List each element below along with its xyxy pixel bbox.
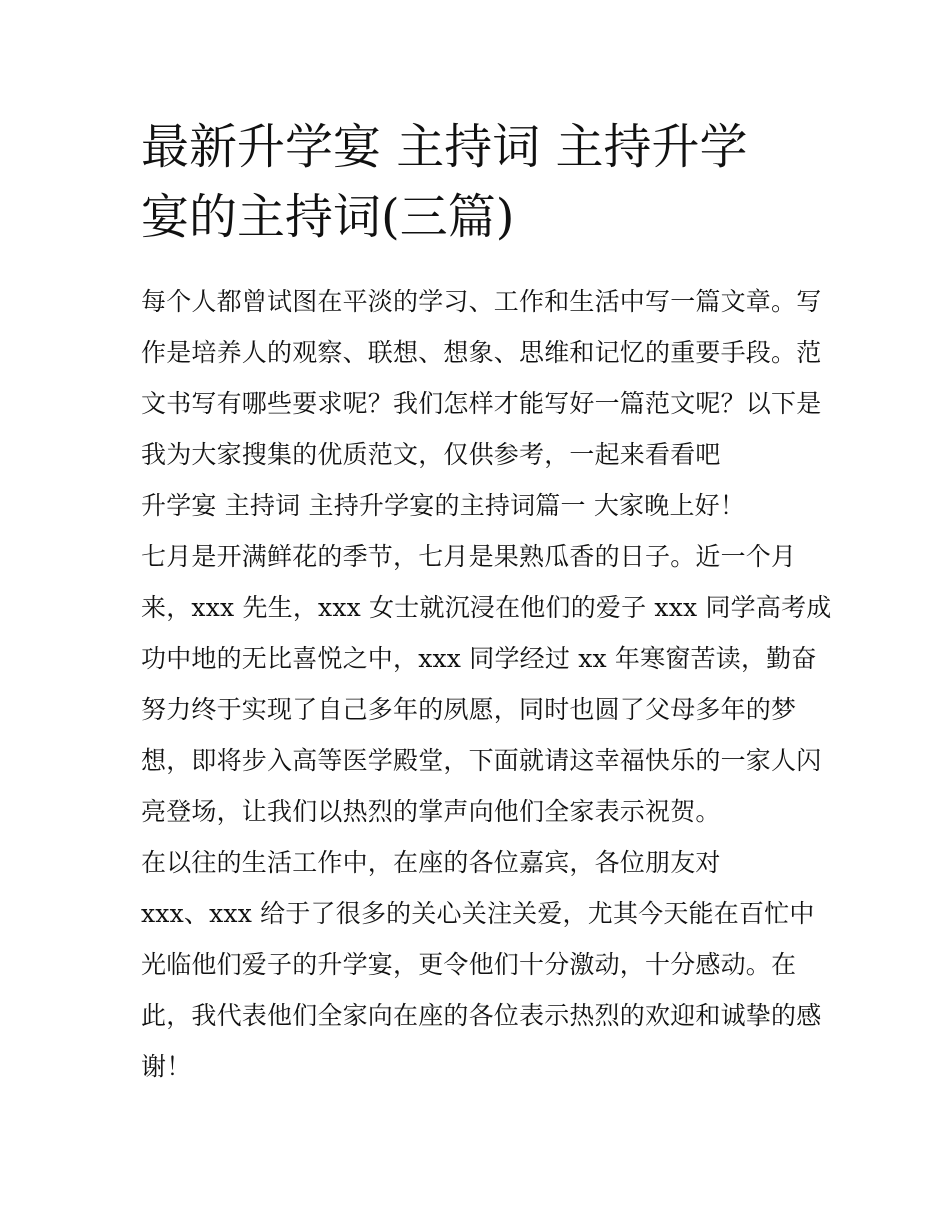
body-line: 来，xxx 先生，xxx 女士就沉浸在他们的爱子 xxx 同学高考成 [141,593,832,622]
body-line: 努力终于实现了自己多年的夙愿，同时也圆了父母多年的梦 [141,695,797,724]
body-line: 此，我代表他们全家向在座的各位表示热烈的欢迎和诚挚的感 [141,1001,822,1030]
body-line: xxx、xxx 给于了很多的关心关注关爱，尤其今天能在百忙中 [141,899,815,928]
body-line: 我为大家搜集的优质范文，仅供参考，一起来看看吧 [141,440,721,469]
body-line: 每个人都曾试图在平淡的学习、工作和生活中写一篇文章。写 [141,287,822,316]
document-title [141,112,801,252]
body-line: 作是培养人的观察、联想、想象、思维和记忆的重要手段。范 [141,338,822,367]
title-line-1: 最新升学宴 主持词 主持升学 [141,119,748,175]
body-line: 谢！ [141,1052,192,1081]
body-line: 文书写有哪些要求呢？我们怎样才能写好一篇范文呢？以下是 [141,389,822,418]
body-line: 光临他们爱子的升学宴，更令他们十分激动，十分感动。在 [141,950,797,979]
body-line: 升学宴 主持词 主持升学宴的主持词篇一 大家晚上好！ [141,491,746,520]
body-line: 七月是开满鲜花的季节，七月是果熟瓜香的日子。近一个月 [141,542,797,571]
body-line: 功中地的无比喜悦之中，xxx 同学经过 xx 年寒窗苦读，勤奋 [141,644,817,673]
body-line: 想，即将步入高等医学殿堂，下面就请这幸福快乐的一家人闪 [141,746,822,775]
document-body [141,276,832,1092]
body-line: 亮登场，让我们以热烈的掌声向他们全家表示祝贺。 [141,797,721,826]
body-line: 在以往的生活工作中，在座的各位嘉宾，各位朋友对 [141,848,721,877]
title-line-2: 宴的主持词(三篇) [141,189,515,245]
